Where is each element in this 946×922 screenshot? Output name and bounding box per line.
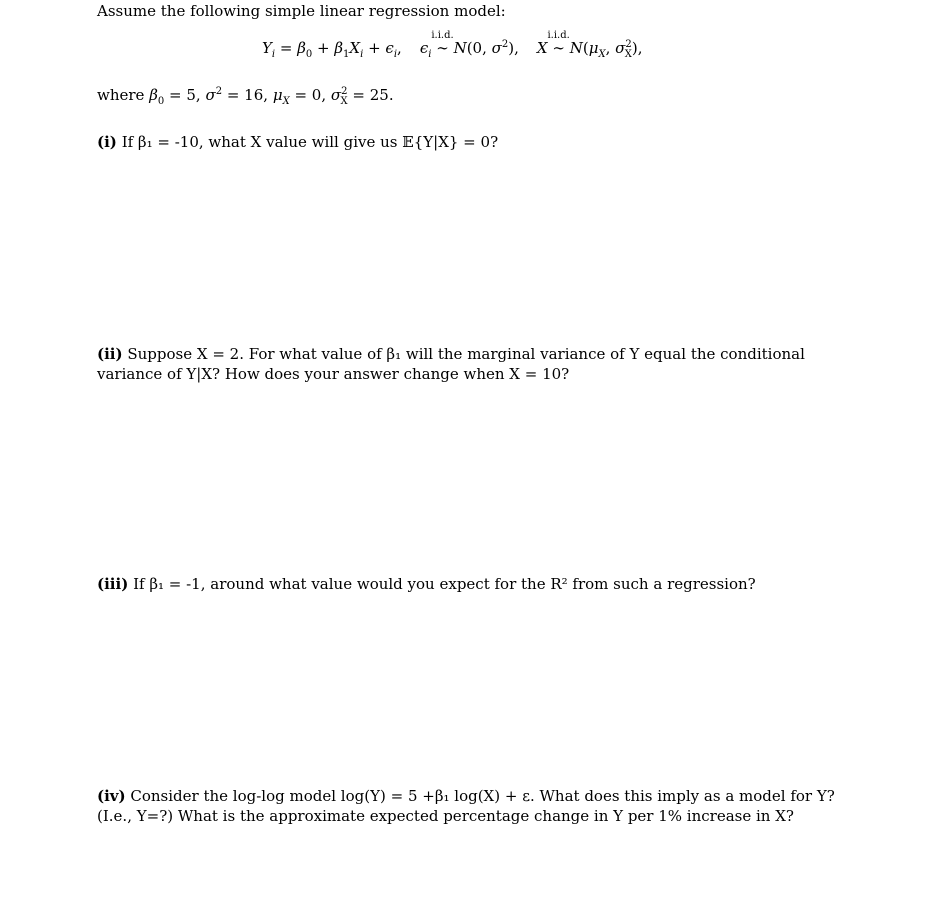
question-1-label: (i) (97, 133, 117, 151)
question-1 (97, 132, 857, 152)
intro-text: Assume the following simple linear regression model: (97, 2, 506, 20)
question-3-text: If β₁ = -1, around what value would you expect for the R² from such a regression? (133, 575, 756, 593)
question-4 (97, 786, 857, 826)
model-equation: $Y_i = \beta_0 + \beta_1X_i + \epsilon_i$, $\epsilon_i$ i.i.d. ∼ N(0, $\sigma^2$), X i.i.d. ∼ $N(\mu_X$, $\sigma^2_X$), (262, 30, 643, 60)
question-2-label: (ii) (97, 345, 123, 363)
question-2 (97, 344, 857, 384)
question-4-label: (iv) (97, 787, 126, 805)
question-3-label: (iii) (97, 575, 129, 593)
question-2-text: Suppose X = 2. For what value of β₁ will the marginal variance of Y equal the conditional variance of Y|X? How does your answer change when X = 10? (97, 345, 805, 383)
where-label: where (97, 86, 145, 104)
parameter-values: where $\beta_0 = 5$, $\sigma^2 = 16$, $\mu_X = 0$, $\sigma^2_X = 25$. (97, 86, 394, 107)
question-4-text: Consider the log-log model log(Y) = 5 +β₁ log(X) + ε. What does this imply as a model for Y? (I.e., Y=?) What is the approximate expected percentage change in Y per 1% increase in X? (97, 787, 835, 825)
question-1-text: If β₁ = -10, what X value will give us 𝔼{Y|X} = 0? (121, 133, 499, 151)
question-3 (97, 574, 857, 594)
